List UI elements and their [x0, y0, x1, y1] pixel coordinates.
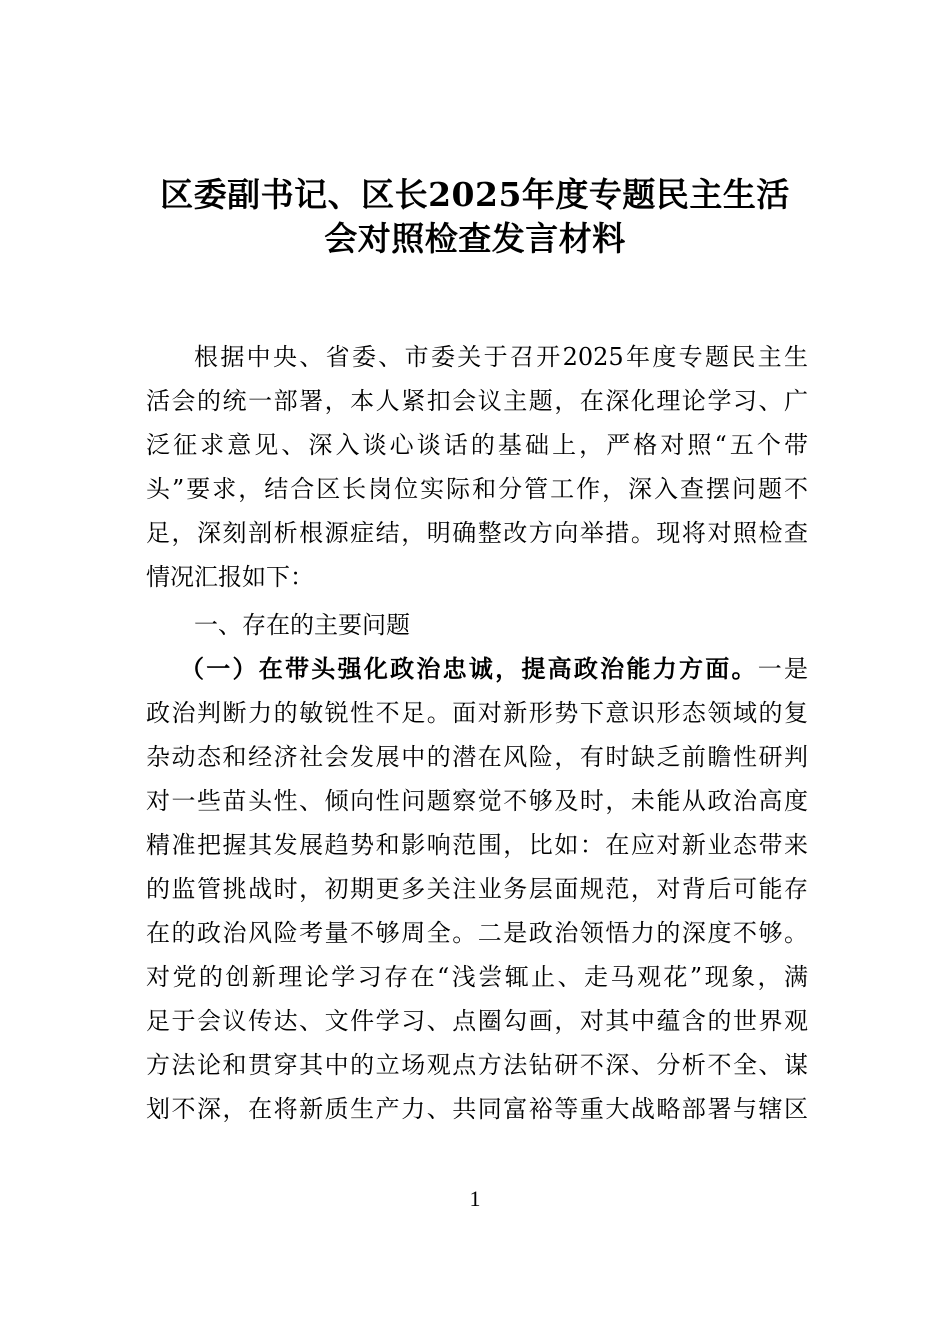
section-heading: 一、存在的主要问题 — [194, 611, 410, 639]
body-line-5: 的监管挑战时，初期更多关注业务层面规范，对背后可能存 — [146, 875, 808, 903]
subsection-first-line — [180, 647, 808, 691]
body-line-6: 在的政治风险考量不够周全。二是政治领悟力的深度不够。 — [146, 919, 808, 947]
intro-line-3: 泛征求意见、深入谈心谈话的基础上，严格对照“五个带 — [146, 431, 808, 459]
body-line-2: 杂动态和经济社会发展中的潜在风险，有时缺乏前瞻性研判 — [146, 743, 808, 771]
page-number: 1 — [469, 1186, 481, 1211]
document-title-line-1: 区委副书记、区长2025年度专题民主生活 — [160, 175, 790, 214]
intro-line-1: 根据中央、省委、市委关于召开2025年度专题民主生 — [194, 343, 808, 371]
subsection-lead: （一）在带头强化政治忠诚，提高政治能力方面。 — [180, 654, 758, 683]
document-title-line-2: 会对照检查发言材料 — [324, 219, 626, 258]
body-line-9: 方法论和贯穿其中的立场观点方法钻研不深、分析不全、谋 — [146, 1051, 808, 1079]
intro-line-6: 情况汇报如下： — [146, 563, 314, 591]
body-line-3: 对一些苗头性、倾向性问题察觉不够及时，未能从政治高度 — [146, 787, 808, 815]
body-line-8: 足于会议传达、文件学习、点圈勾画，对其中蕴含的世界观 — [146, 1007, 808, 1035]
intro-line-4: 头”要求，结合区长岗位实际和分管工作，深入查摆问题不 — [146, 475, 808, 503]
body-line-4: 精准把握其发展趋势和影响范围，比如：在应对新业态带来 — [146, 831, 808, 859]
body-line-7: 对党的创新理论学习存在“浅尝辄止、走马观花”现象，满 — [146, 963, 808, 991]
intro-line-5: 足，深刻剖析根源症结，明确整改方向举措。现将对照检查 — [146, 519, 808, 547]
subsection-lead-rest: 一是 — [757, 655, 809, 683]
intro-line-2: 活会的统一部署，本人紧扣会议主题，在深化理论学习、广 — [146, 387, 808, 415]
body-line-1: 政治判断力的敏锐性不足。面对新形势下意识形态领域的复 — [146, 699, 808, 727]
body-line-10: 划不深，在将新质生产力、共同富裕等重大战略部署与辖区 — [146, 1095, 808, 1123]
